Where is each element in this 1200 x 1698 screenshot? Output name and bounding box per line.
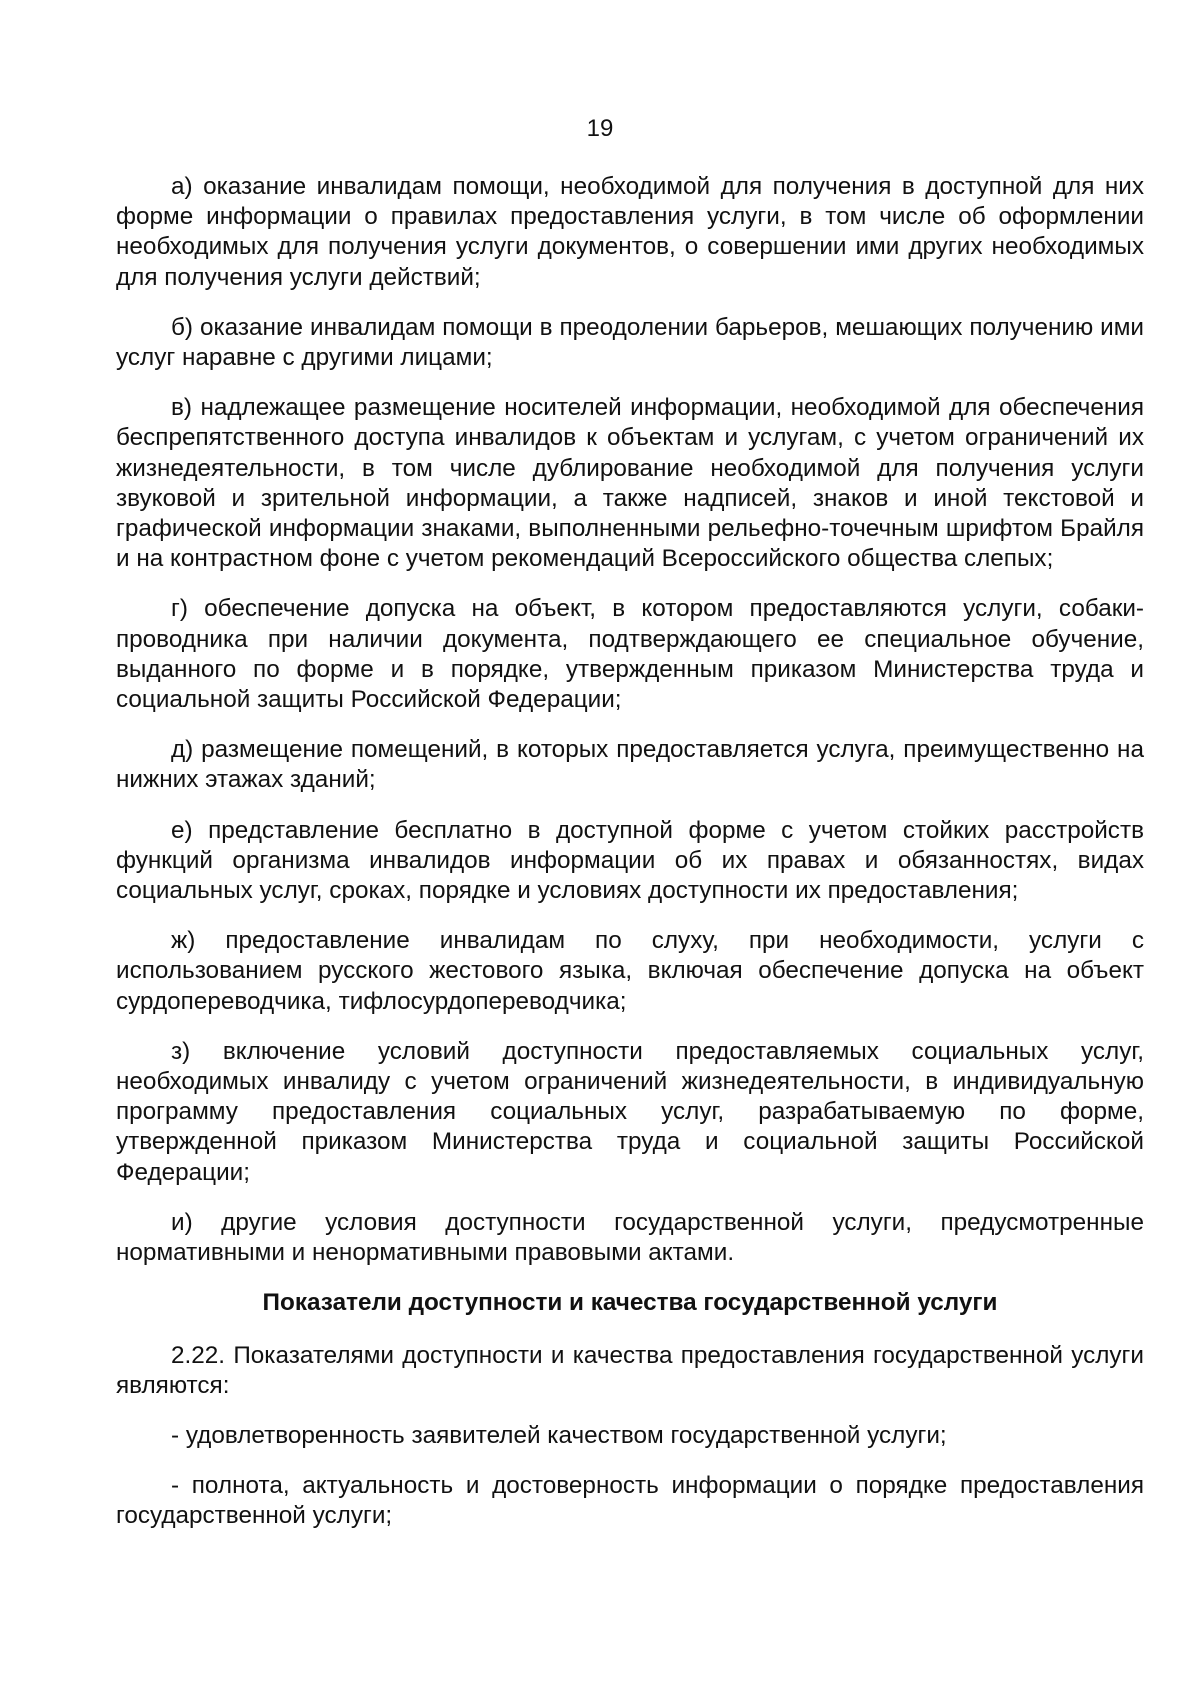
paragraph-e: е) представление бесплатно в доступной форме с учетом стойких расстройств функций организма инвалидов информации об их правах и обязанностях, видах социальных услуг, сроках, порядке и условиях доступности их предоставления;: [116, 816, 1144, 905]
paragraph-g: г) обеспечение допуска на объект, в котором предоставляются услуги, собаки-проводника при наличии документа, подтверждающего ее специальное обучение, выданного по форме и в порядке, утвержденным приказом Министерства труда и социальной защиты Российской Федерации;: [116, 595, 1144, 714]
page-number: 19: [586, 115, 614, 142]
paragraph-b: б) оказание инвалидам помощи в преодолении барьеров, мешающих получению ими услуг наравне с другими лицами;: [116, 313, 1144, 372]
paragraph-zh: ж) предоставление инвалидам по слуху, при необходимости, услуги с использованием русского жестового языка, включая обеспечение допуска на объект сурдопереводчика, тифлосурдопереводчика;: [116, 927, 1144, 1015]
section-heading: Показатели доступности и качества государственной услуги: [262, 1289, 998, 1317]
list-item-satisfaction: - удовлетворенность заявителей качеством государственной услуги;: [171, 1421, 947, 1449]
paragraph-v: в) надлежащее размещение носителей информации, необходимой для обеспечения беспрепятственного доступа инвалидов к объектам и услугам, с учетом ограничений их жизнедеятельности, в том числе дублирование необходимой для получения услуги звуковой и зрительной информации, а также надписей, знаков и иной текстовой и графической информации знаками, выполненными рельефно-точечным шрифтом Брайля и на контрастном фоне с учетом рекомендаций Всероссийского общества слепых;: [116, 394, 1144, 573]
paragraph-2-22: 2.22. Показателями доступности и качества предоставления государственной услуги являются:: [116, 1341, 1144, 1399]
document-body: [116, 172, 1144, 1552]
paragraph-a: а) оказание инвалидам помощи, необходимой для получения в доступной для них форме информации о правилах предоставления услуги, в том числе об оформлении необходимых для получения услуги документов, о совершении ими других необходимых для получения услуги действий;: [116, 173, 1144, 291]
paragraph-i: и) другие условия доступности государственной услуги, предусмотренные нормативными и ненормативными правовыми актами.: [116, 1208, 1144, 1267]
list-item-completeness: - полнота, актуальность и достоверность информации о порядке предоставления государственной услуги;: [116, 1472, 1144, 1530]
paragraph-d: д) размещение помещений, в которых предоставляется услуга, преимущественно на нижних этажах зданий;: [116, 736, 1144, 794]
paragraph-z: з) включение условий доступности предоставляемых социальных услуг, необходимых инвалиду с учетом ограничений жизнедеятельности, в индивидуальную программу предоставления социальных услуг, разрабатываемую по форме, утвержденной приказом Министерства труда и социальной защиты Российской Федерации;: [116, 1037, 1144, 1186]
